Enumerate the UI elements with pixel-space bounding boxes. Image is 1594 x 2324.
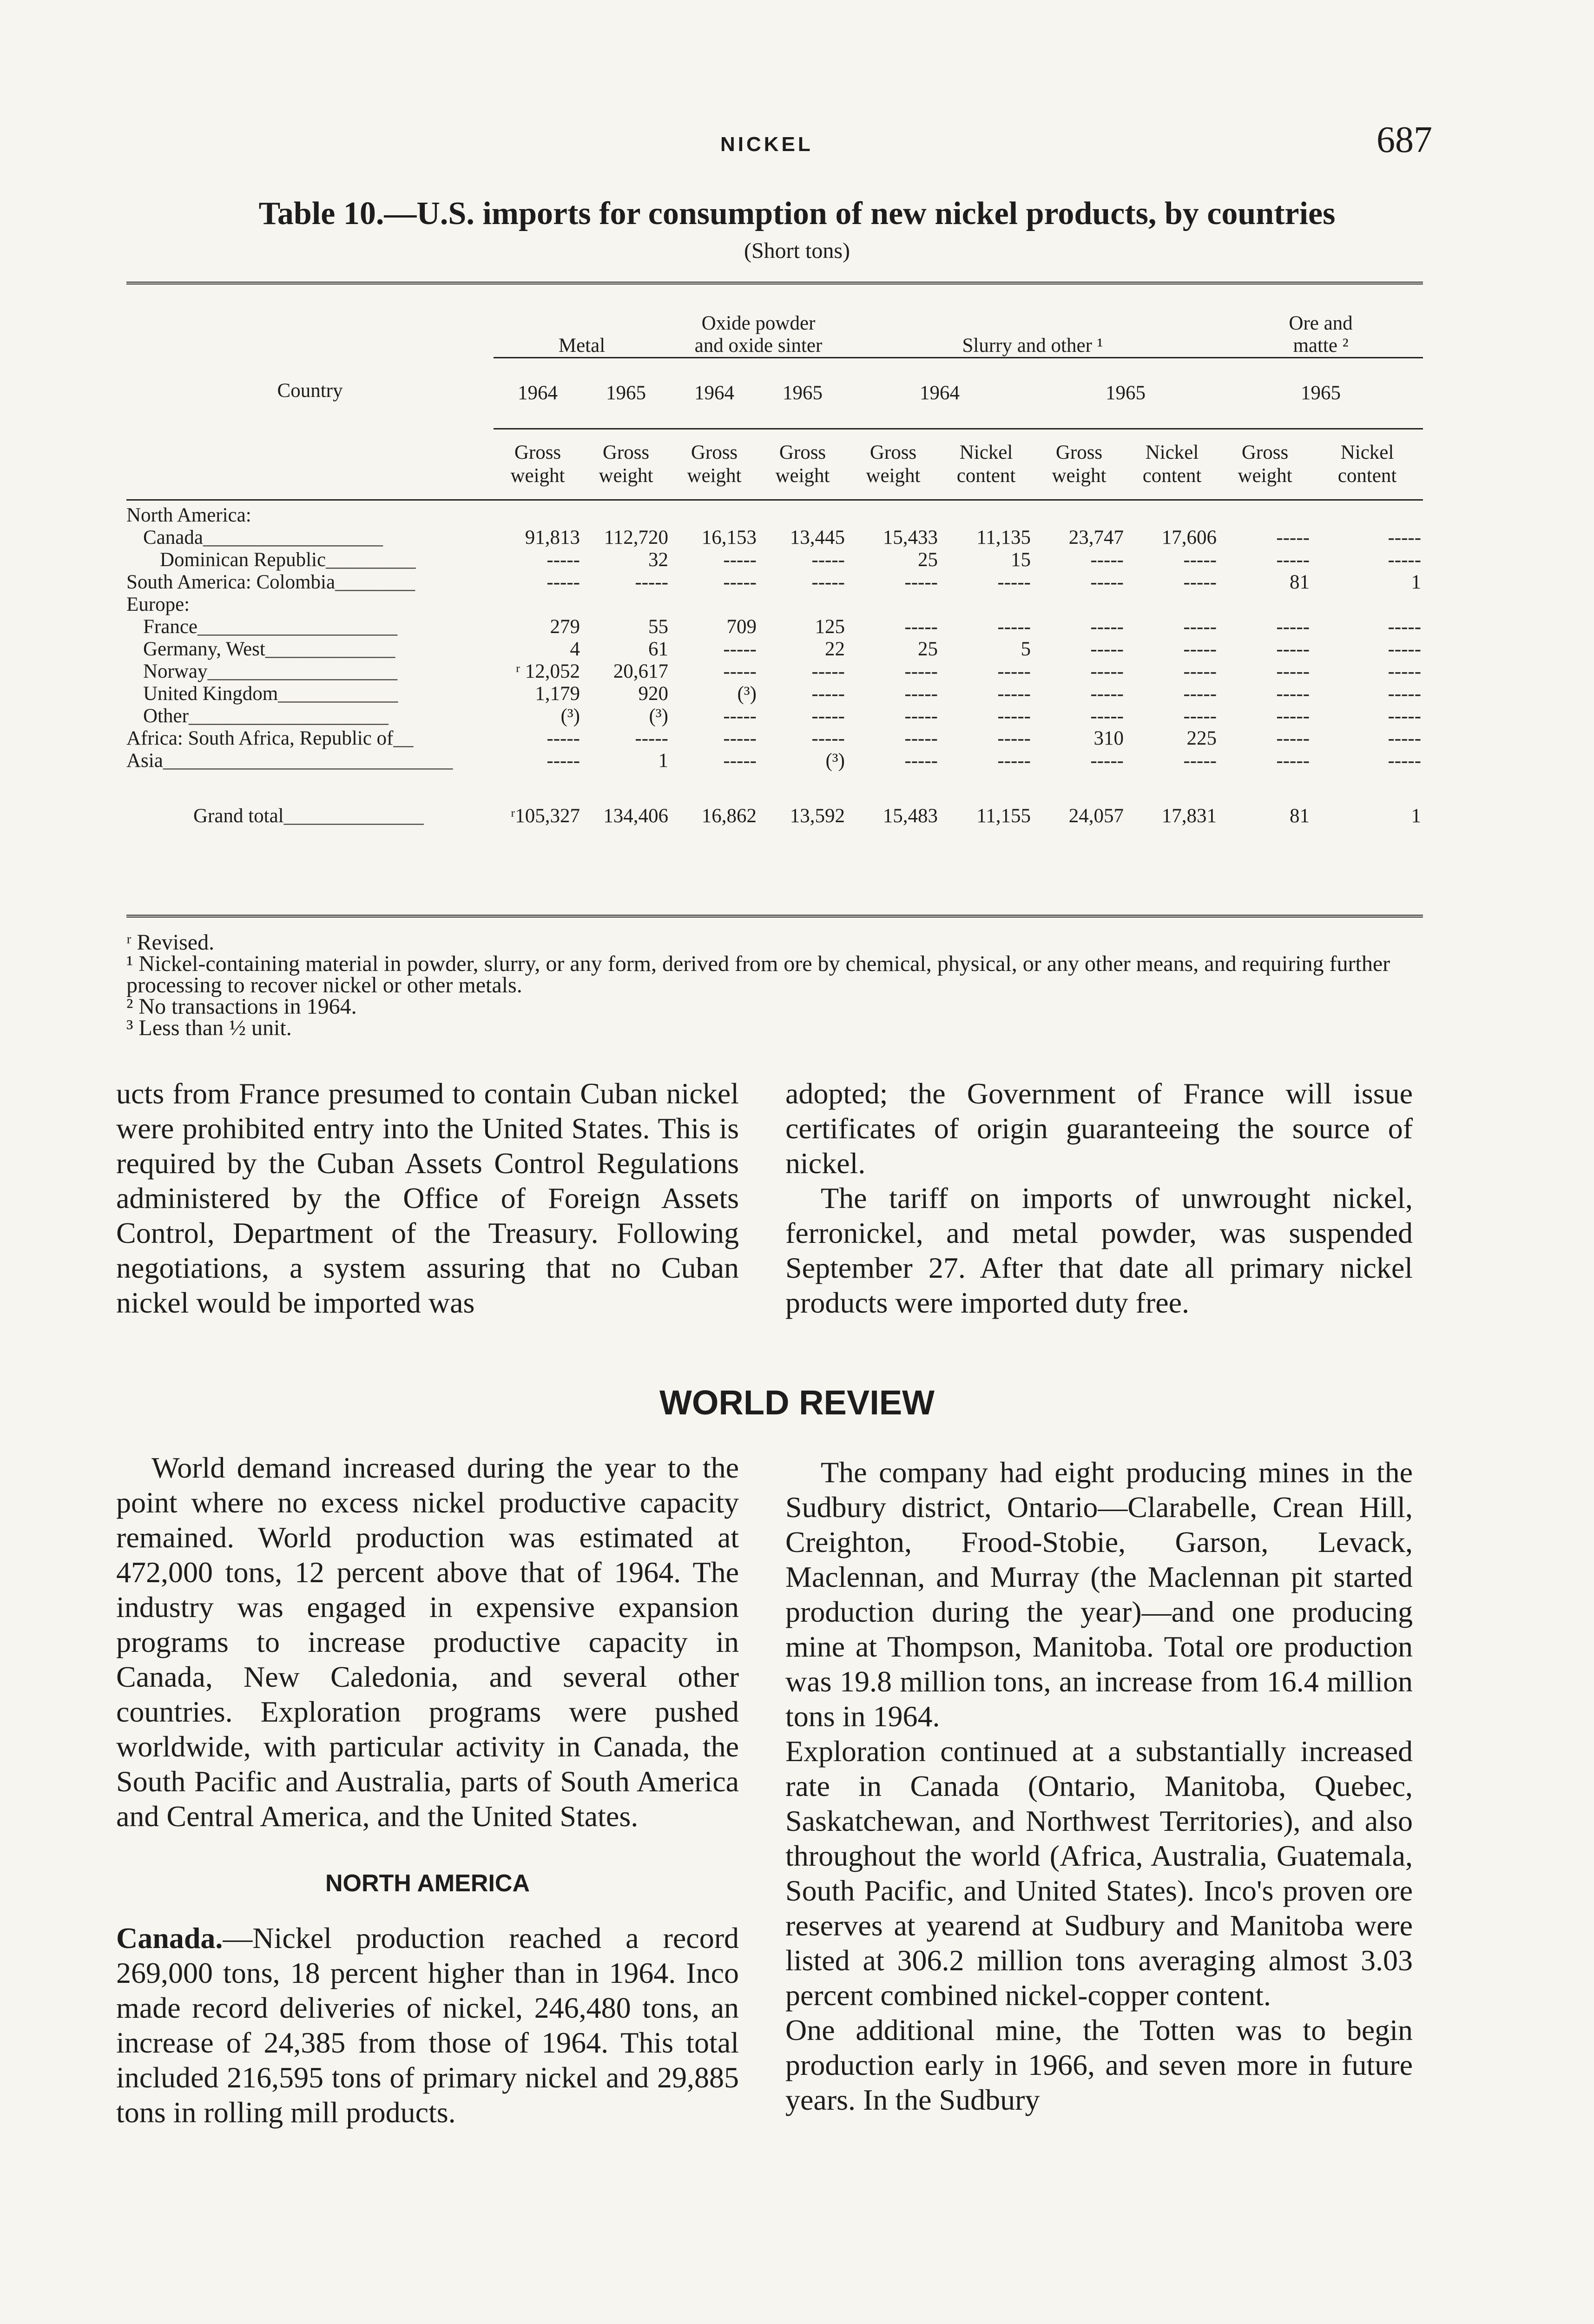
table-cell: ----- <box>1388 727 1422 749</box>
table-cell: ----- <box>904 705 938 727</box>
table-cell: ----- <box>1276 750 1310 772</box>
table-body <box>126 500 1423 842</box>
table-cell: ----- <box>1183 549 1217 571</box>
table-cell: ----- <box>1388 549 1422 571</box>
table-cell <box>1219 594 1311 616</box>
table-cell: ----- <box>547 571 580 593</box>
table-cell: ----- <box>997 727 1031 749</box>
table-cell: ----- <box>1183 616 1217 638</box>
table-cell: ----- <box>1276 527 1310 548</box>
table-cell: ----- <box>1276 660 1310 682</box>
paragraph: The tariff on imports of unwrought nickel, ferronickel, and metal powder, was suspended September 27. After that date all primary nickel products were imported duty free. <box>785 1182 1413 1319</box>
country-header: Country <box>277 380 343 402</box>
body-top-right-column <box>785 1076 1413 1320</box>
paragraph: The company had eight producing mines in the Sudbury district, Ontario—Clarabelle, Crean Hill, Creighton, Frood-Stobie, Garson, Levack, Maclennan, and Murray (the Maclennan pit started production during the year)—and one producing mine at Thompson, Manitoba. Total ore production was 19.8 million tons, an increase from 16.4 million tons in 1964. <box>785 1456 1413 1733</box>
column-subheader: Gross weight <box>599 442 653 487</box>
oxide-group-header <box>670 283 847 358</box>
table-cell: ----- <box>1388 660 1422 682</box>
table-cell: 24,057 <box>1068 805 1124 827</box>
table-cell: ----- <box>1090 549 1124 571</box>
table-row <box>126 500 1423 527</box>
paragraph <box>116 1921 739 2130</box>
column-subheader: Gross weight <box>1238 442 1292 487</box>
table-cell: ----- <box>997 705 1031 727</box>
table-cell: ----- <box>547 549 580 571</box>
table-row <box>126 705 1423 727</box>
column-subheader: Gross weight <box>1052 442 1107 487</box>
table-cell: 55 <box>648 616 668 638</box>
column-subheader: Gross weight <box>687 442 742 487</box>
table-cell: ----- <box>811 549 845 571</box>
table-cell <box>847 594 940 616</box>
slurry-group-header: Slurry and other ¹ <box>962 335 1103 357</box>
table-cell <box>1126 500 1219 527</box>
table-cell: ----- <box>1276 727 1310 749</box>
row-label: North America: <box>126 500 494 527</box>
table-cell <box>1311 594 1423 616</box>
table-cell: 225 <box>1186 727 1217 749</box>
table-cell: ----- <box>723 549 757 571</box>
row-label: Grand total______________ <box>193 805 424 827</box>
table-cell: ----- <box>1183 638 1217 660</box>
year-header: 1965 <box>582 358 670 429</box>
table-cell <box>758 594 847 616</box>
ore-group-line2: matte ² <box>1293 335 1349 357</box>
table-cell: 22 <box>825 638 845 660</box>
table-cell: ----- <box>1090 705 1124 727</box>
table-cell: 134,406 <box>603 805 668 827</box>
oxide-group-line1: Oxide powder <box>701 312 816 334</box>
row-label: United Kingdom____________ <box>143 683 398 705</box>
table-cell: 81 <box>1290 571 1310 593</box>
table-cell: ----- <box>997 660 1031 682</box>
table-cell: ----- <box>1090 683 1124 705</box>
table-row <box>126 638 1423 660</box>
table-cell <box>940 594 1033 616</box>
table-cell: 81 <box>1290 805 1310 827</box>
table-cell: (³) <box>560 705 580 727</box>
table-cell: 91,813 <box>525 527 580 548</box>
running-head: NICKEL <box>720 133 813 156</box>
column-subheader: Nickel content <box>1142 442 1202 487</box>
table-cell: ----- <box>811 727 845 749</box>
table-cell: 16,153 <box>701 527 757 548</box>
table-cell <box>670 594 758 616</box>
table-cell: ----- <box>904 683 938 705</box>
table-cell: 61 <box>648 638 668 660</box>
table-cell: ----- <box>904 571 938 593</box>
table-cell: 17,606 <box>1161 527 1217 548</box>
table-cell: (³) <box>825 750 845 772</box>
year-header: 1964 <box>494 358 582 429</box>
table-cell: ----- <box>1276 683 1310 705</box>
table-cell: (³) <box>649 705 668 727</box>
table-cell: ----- <box>723 750 757 772</box>
table-bottom-rule <box>126 915 1423 918</box>
table-cell: 17,831 <box>1161 805 1217 827</box>
ore-group-header <box>1219 283 1423 358</box>
table-row <box>126 727 1423 750</box>
footnote: ʳ Revised. <box>126 930 215 955</box>
table-cell <box>670 500 758 527</box>
table-cell <box>1311 500 1423 527</box>
row-label: Asia_____________________________ <box>126 750 453 772</box>
table-cell <box>847 500 940 527</box>
table-cell <box>758 500 847 527</box>
table-cell: 15,433 <box>883 527 938 548</box>
body-bottom-right-column <box>785 1455 1413 2117</box>
table-cell <box>1033 594 1126 616</box>
paragraph-text: —Nickel production reached a record 269,000 tons, 18 percent higher than in 1964. Inco made record deliveries of nickel, 246,480 tons, an increase of 24,385 from those of 1964. This total included 216,595 tons of primary nickel and 29,885 tons in rolling mill products. <box>116 1921 739 2129</box>
table-cell: ----- <box>1388 705 1422 727</box>
table-cell: ----- <box>1090 571 1124 593</box>
table-cell <box>940 500 1033 527</box>
footnote: ³ Less than ½ unit. <box>126 1016 292 1040</box>
table-cell: 25 <box>918 549 938 571</box>
year-header: 1965 <box>758 358 847 429</box>
table-row <box>126 660 1423 683</box>
table-cell: ----- <box>1388 683 1422 705</box>
table-cell: 1 <box>1411 805 1422 827</box>
table-title: Table 10.—U.S. imports for consumption of new nickel products, by countries <box>258 196 1336 231</box>
table-cell <box>582 594 670 616</box>
table-cell: ----- <box>904 727 938 749</box>
table-cell: ----- <box>1183 660 1217 682</box>
table-cell: 1 <box>1411 571 1422 593</box>
table-cell: ----- <box>1388 750 1422 772</box>
ore-group-line1: Ore and <box>1289 312 1353 334</box>
column-subheader: Gross weight <box>775 442 830 487</box>
table-row <box>126 571 1423 594</box>
table-cell: ----- <box>1276 549 1310 571</box>
imports-table <box>126 283 1423 842</box>
row-label: Canada__________________ <box>143 527 383 548</box>
table-cell: ----- <box>997 616 1031 638</box>
table-cell: ----- <box>635 571 668 593</box>
footnote: ¹ Nickel-containing material in powder, slurry, or any form, derived from ore by chemical, physical, or any other means, and requiring further processing to recover nickel or other metals. <box>126 951 1390 997</box>
table-cell: 5 <box>1021 638 1031 660</box>
paragraph: One additional mine, the Totten was to begin production early in 1966, and seven more in future years. In the Sudbury <box>785 2014 1413 2116</box>
table-cell: 32 <box>648 549 668 571</box>
row-label: Africa: South Africa, Republic of__ <box>126 727 414 749</box>
table-cell: ----- <box>904 616 938 638</box>
table-cell: ----- <box>723 660 757 682</box>
table-row <box>126 791 1423 842</box>
table-cell: ----- <box>904 750 938 772</box>
column-subheader: Gross weight <box>510 442 565 487</box>
table-cell: ----- <box>1276 705 1310 727</box>
group-header-row <box>126 283 1423 358</box>
table-cell: ----- <box>811 660 845 682</box>
table-cell: (³) <box>737 683 757 705</box>
row-label: Norway___________________ <box>143 660 398 682</box>
table-cell: ----- <box>811 705 845 727</box>
table-cell: ----- <box>723 571 757 593</box>
table-cell: ----- <box>1388 638 1422 660</box>
year-header: 1965 <box>1219 358 1423 429</box>
subheading: NORTH AMERICA <box>325 1870 530 1897</box>
table-cell: ----- <box>1090 638 1124 660</box>
table-cell <box>494 500 582 527</box>
table-cell: ----- <box>1183 571 1217 593</box>
page-header <box>0 119 1594 162</box>
table-cell: ----- <box>547 727 580 749</box>
table-cell: 23,747 <box>1068 527 1124 548</box>
table-cell: ʳ 12,052 <box>515 660 580 682</box>
table-cell: 15 <box>1011 549 1031 571</box>
row-label: Europe: <box>126 594 190 615</box>
table-cell <box>1219 500 1311 527</box>
table-cell <box>582 500 670 527</box>
table-cell: 11,155 <box>976 805 1031 827</box>
year-header: 1964 <box>670 358 758 429</box>
table-cell: 4 <box>570 638 580 660</box>
row-label: Germany, West_____________ <box>143 638 395 660</box>
column-subheader: Nickel content <box>956 442 1016 487</box>
row-label: France____________________ <box>143 616 397 638</box>
table-cell: 20,617 <box>613 660 668 682</box>
table-row <box>126 594 1423 616</box>
table-cell <box>1126 594 1219 616</box>
table-cell: ----- <box>547 750 580 772</box>
table-cell: 112,720 <box>604 527 668 548</box>
table-cell: ----- <box>1276 616 1310 638</box>
table-cell: ----- <box>1183 750 1217 772</box>
spacer-row <box>126 772 1423 791</box>
table-row <box>126 616 1423 638</box>
table-cell: 13,592 <box>790 805 845 827</box>
table-cell: 15,483 <box>883 805 938 827</box>
table-cell <box>1033 500 1126 527</box>
table-cell: 125 <box>815 616 845 638</box>
table-row <box>126 527 1423 549</box>
table-cell: ʳ105,327 <box>510 805 580 827</box>
table-cell: ----- <box>1090 750 1124 772</box>
table-row <box>126 683 1423 705</box>
table-cell: 13,445 <box>790 527 845 548</box>
table-cell: 279 <box>550 616 580 638</box>
body-top-left-column <box>116 1076 739 1320</box>
table-cell: 1 <box>658 750 668 772</box>
table-cell: ----- <box>811 683 845 705</box>
table-cell: 16,862 <box>701 805 757 827</box>
table-cell: ----- <box>723 727 757 749</box>
table-cell: ----- <box>1090 616 1124 638</box>
table-footnotes <box>126 932 1423 1039</box>
table-cell: 310 <box>1093 727 1124 749</box>
table-cell <box>494 594 582 616</box>
table-subtitle: (Short tons) <box>744 238 850 263</box>
table-cell: ----- <box>1183 683 1217 705</box>
column-subheader: Gross weight <box>866 442 921 487</box>
table-cell: ----- <box>723 705 757 727</box>
table-cell: ----- <box>1388 527 1422 548</box>
table-cell: ----- <box>1276 638 1310 660</box>
paragraph: World demand increased during the year to the point where no excess nickel productive capacity remained. World production was estimated at 472,000 tons, 12 percent above that of 1964. The industry was engaged in expensive expansion programs to increase productive capacity in Canada, New Caledonia, and several other countries. Exploration programs were pushed worldwide, with particular activity in Canada, the South Pacific and Australia, parts of South America and Central America, and the United States. <box>116 1451 739 1833</box>
body-bottom-left-column <box>116 1450 739 2130</box>
paragraph: adopted; the Government of France will issue certificates of origin guaranteeing the source of nickel. <box>785 1077 1413 1180</box>
row-label: Dominican Republic_________ <box>160 549 416 571</box>
table-cell: ----- <box>997 750 1031 772</box>
column-subheader: Nickel content <box>1337 442 1397 487</box>
table-cell: 11,135 <box>976 527 1031 548</box>
table-cell: ----- <box>997 683 1031 705</box>
table-cell: 25 <box>918 638 938 660</box>
table-cell: 920 <box>638 683 668 705</box>
row-label: Other____________________ <box>143 705 389 727</box>
table-cell: ----- <box>723 638 757 660</box>
table-cell: ----- <box>1183 705 1217 727</box>
table-row <box>126 549 1423 571</box>
paragraph: Exploration continued at a substantially increased rate in Canada (Ontario, Manitoba, Quebec, Saskatchewan, and Northwest Territories), and also throughout the world (Africa, Australia, Guatemala, South Pacific, and United States). Inco's proven ore reserves at yearend at Sudbury and Manitoba were listed at 306.2 million tons averaging almost 3.03 percent combined nickel-copper content. <box>785 1735 1413 2012</box>
table-cell: ----- <box>904 660 938 682</box>
row-label: South America: Colombia________ <box>126 571 415 593</box>
paragraph: ucts from France presumed to contain Cuban nickel were prohibited entry into the United States. This is required by the Cuban Assets Control Regulations administered by the Office of Foreign Assets Control, Department of the Treasury. Following negotiations, a system assuring that no Cuban nickel would be imported was <box>116 1077 739 1319</box>
table-cell: 709 <box>726 616 757 638</box>
run-in-heading: Canada. <box>116 1921 223 1954</box>
section-heading: WORLD REVIEW <box>659 1383 935 1422</box>
table-cell: 1,179 <box>535 683 580 705</box>
table-cell: ----- <box>1090 660 1124 682</box>
year-header: 1965 <box>1033 358 1219 429</box>
table-cell: ----- <box>635 727 668 749</box>
table-cell: ----- <box>1388 616 1422 638</box>
table-cell: ----- <box>811 571 845 593</box>
table-row <box>126 750 1423 772</box>
table-cell: ----- <box>997 571 1031 593</box>
oxide-group-line2: and oxide sinter <box>694 335 823 357</box>
metal-group-header: Metal <box>558 335 606 357</box>
year-header: 1964 <box>847 358 1033 429</box>
page-number: 687 <box>1377 119 1432 160</box>
footnote: ² No transactions in 1964. <box>126 994 357 1019</box>
